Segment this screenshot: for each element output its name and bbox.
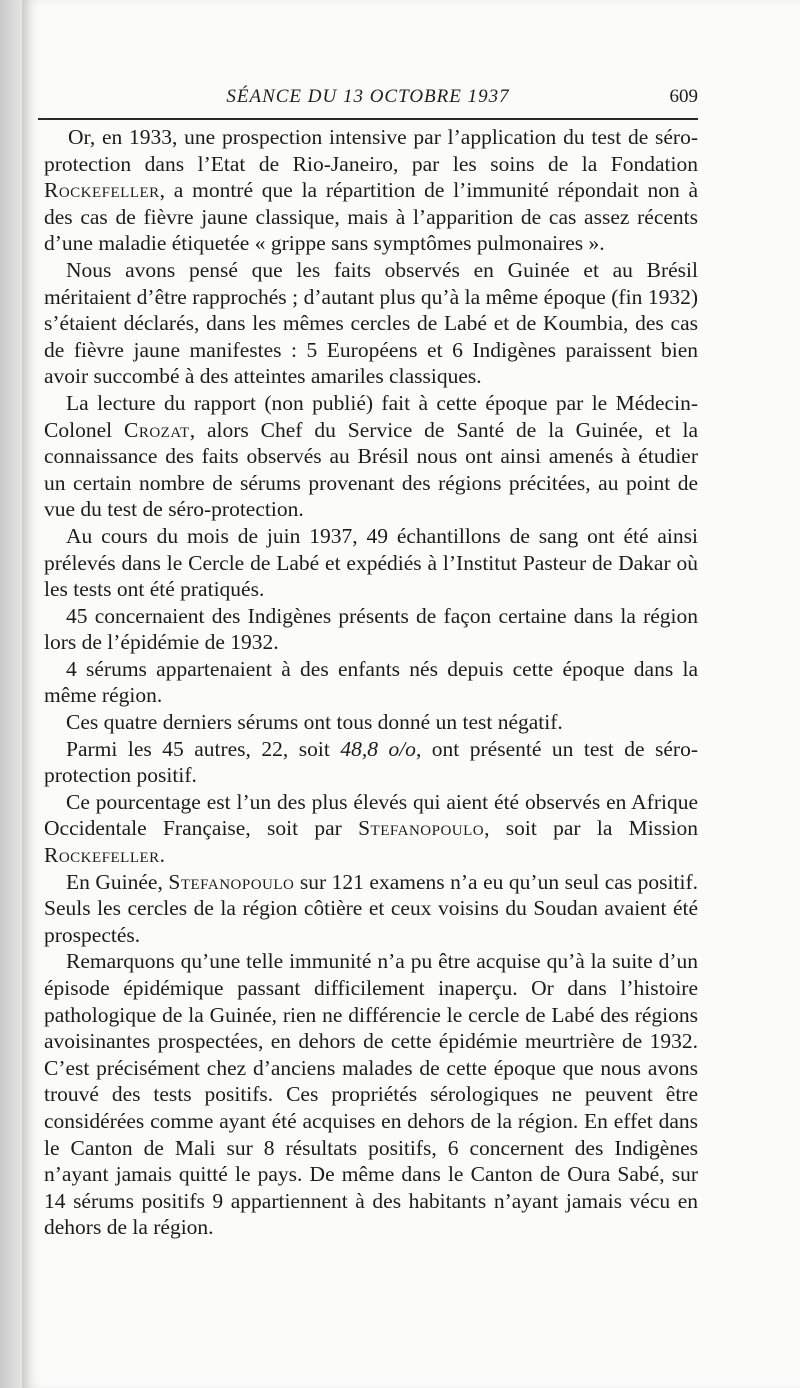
body-text [44, 124, 698, 1241]
author-name: Stefanopoulo [168, 869, 295, 894]
paragraph [44, 736, 698, 789]
running-title: SÉANCE DU 13 OCTOBRE 1937 [226, 86, 510, 107]
paragraph-text: , ont présenté un test de séro-protection positif. [44, 736, 698, 788]
paragraph [44, 789, 698, 869]
author-name: Rockefeller [44, 178, 160, 203]
paragraph-text: Nous avons pensé que les faits observés en Guinée et au Brésil méritaient d’être rapprochés ; d’autant plus qu’à la même époque (fin 1932) s’étaient déclarés, dans les mêmes cercles de Labé et de Koumbia, des cas de fièvre jaune manifestes : 5 Européens et 6 Indigènes paraissent bien avoir succombé à des atteintes amariles classiques. [44, 257, 698, 389]
paragraph [44, 257, 698, 390]
book-gutter [0, 0, 22, 1388]
author-name: Stefanopoulo [358, 816, 485, 841]
paragraph [44, 523, 698, 603]
paragraph-text: , alors Chef du Service de Santé de la Guinée, et la connaissance des faits observés au Brésil nous ont ainsi amenés à étudier un certain nombre de sérums provenant des régions précitées, au point de vue du test de séro-protection. [44, 417, 698, 522]
paragraph-text: En Guinée, [66, 869, 169, 894]
paragraph [44, 656, 698, 709]
page-number: 609 [669, 86, 698, 107]
paragraph-text: Remarquons qu’une telle immunité n’a pu être acquise qu’à la suite d’un épisode épidémique passant difficilement inaperçu. Or dans l’histoire pathologique de la Guinée, rien ne différencie le cercle de Labé des régions avoisinantes prospectées, en dehors de cette épidémie meurtrière de 1932. C’est précisément chez d’anciens malades de cette époque que nous avons trouvé des tests positifs. Ces propriétés sérologiques ne peuvent être considérées comme ayant été acquises en dehors de la région. En effet dans le Canton de Mali sur 8 résultats positifs, 6 concernent des Indigènes n’ayant jamais quitté le pays. De même dans le Canton de Oura Sabé, sur 14 sérums positifs 9 appartiennent à des habitants n’ayant jamais vécu en dehors de la région. [44, 949, 698, 1240]
author-name: Crozat [124, 417, 190, 442]
page-header [38, 84, 698, 114]
paragraph-text: 4 sérums appartenaient à des enfants nés depuis cette époque dans la même région. [44, 656, 698, 708]
paragraph-text: Parmi les 45 autres, 22, soit [66, 736, 341, 761]
paragraph-text: Ces quatre derniers sérums ont tous donné un test négatif. [66, 710, 563, 735]
percentage-value: 48,8 o/o [340, 736, 416, 761]
paragraph-text: Or, en 1933, une prospection intensive par l’application du test de séro-protection dans l’Etat de Rio-Janeiro, par les soins de la Fondation [44, 125, 698, 176]
header-rule [38, 118, 698, 120]
paragraph [44, 390, 698, 523]
paragraph-text: sur 121 examens n’a eu qu’un seul cas positif. Seuls les cercles de la région côtière et ceux voisins du Soudan avaient été prospectés. [44, 869, 698, 947]
paragraph-text: , soit par la Mission [484, 816, 698, 841]
paragraph-text: Ce pourcentage est l’un des plus élevés qui aient été observés en Afrique Occidentale Française, soit par [44, 789, 698, 841]
paragraph [44, 948, 698, 1241]
paragraph [44, 603, 698, 656]
paragraph-text: La lecture du rapport (non publié) fait à cette époque par le Médecin-Colonel [44, 390, 698, 442]
paragraph-text: Au cours du mois de juin 1937, 49 échantillons de sang ont été ainsi prélevés dans le Cercle de Labé et expédiés à l’Institut Pasteur de Dakar où les tests ont été pratiqués. [44, 523, 698, 602]
paragraph-text: , a montré que la répartition de l’immunité répondait non à des cas de fièvre jaune classique, mais à l’apparition de cas assez récents d’une maladie étiquetée « grippe sans symptômes pulmonaires ». [44, 178, 698, 256]
author-name: Rockefeller [44, 843, 160, 868]
paragraph [44, 869, 698, 949]
paragraph-text: 45 concernaient des Indigènes présents de façon certaine dans la région lors de l’épidémie de 1932. [44, 603, 698, 655]
paragraph-text: . [159, 843, 166, 868]
paragraph [44, 124, 698, 257]
paragraph [44, 709, 698, 736]
